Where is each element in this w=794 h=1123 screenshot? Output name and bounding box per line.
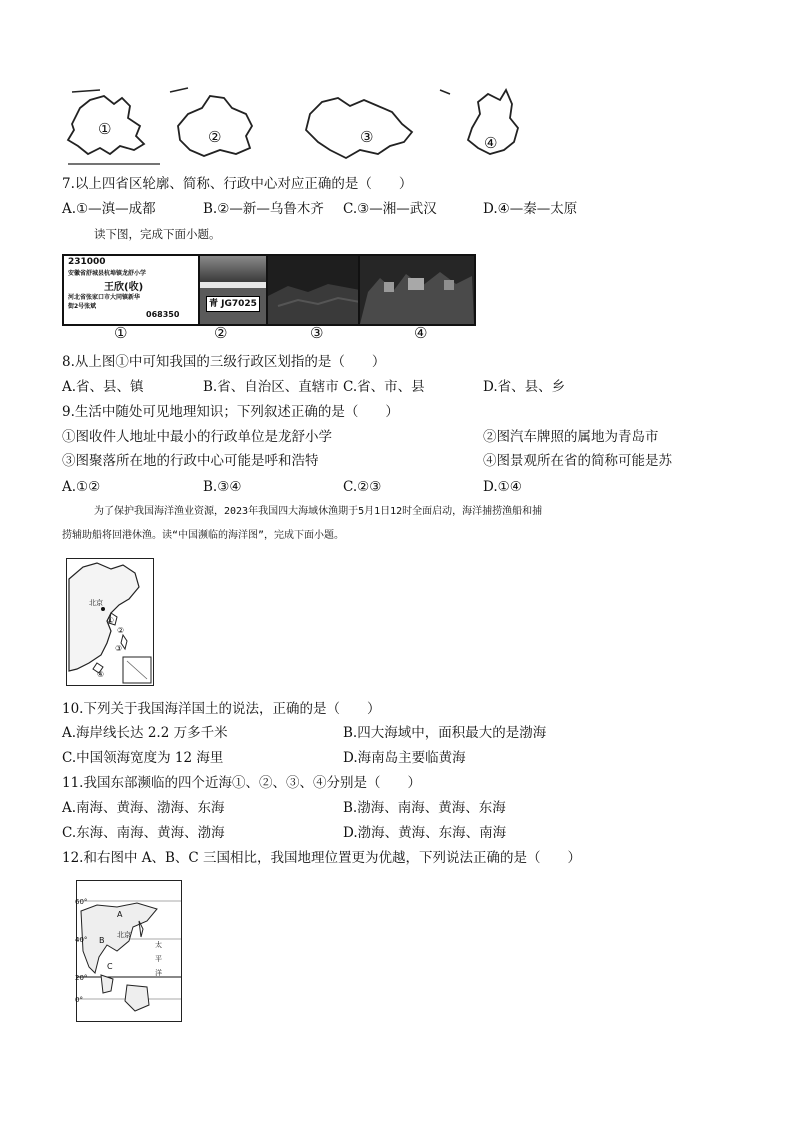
q8-option-b[interactable]: B.省、自治区、直辖市: [203, 379, 339, 395]
q11-option-b[interactable]: B.渤海、南海、黄海、东海: [343, 800, 506, 816]
q10-stem: 10.下列关于我国海洋国土的说法，正确的是（ ）: [62, 701, 381, 717]
world-map-country-b: B: [99, 936, 105, 945]
envelope-address3: 街2号张斌: [68, 303, 97, 310]
photo-strip: [62, 254, 474, 344]
world-map-label-beijing: 北京: [117, 931, 131, 939]
envelope-recipient: 王欣(收): [104, 282, 144, 293]
envelope-postcode-bottom: 068350: [146, 310, 180, 319]
province-outlines-svg: [60, 84, 530, 168]
q10-option-c[interactable]: C.中国领海宽度为 12 海里: [62, 750, 224, 766]
q7-option-c[interactable]: C.③—湘—武汉: [343, 201, 437, 217]
intro2-line1: 为了保护我国海洋渔业资源，2023年我国四大海域休渔期于5月1日12时全面启动，海洋捕捞渔船和捕: [94, 506, 543, 517]
q11-option-d[interactable]: D.渤海、黄海、东海、南海: [343, 825, 507, 841]
world-map-country-c: C: [107, 962, 113, 971]
world-map-ocean-2: 平: [155, 955, 162, 963]
world-map-ocean-3: 洋: [155, 969, 162, 977]
province-2-outline: [178, 96, 252, 156]
q11-option-a[interactable]: A.南海、黄海、渤海、东海: [62, 800, 225, 816]
q7-option-d[interactable]: D.④—秦—太原: [483, 201, 578, 217]
sea-map-label-4: ④: [97, 670, 105, 679]
province-label-4: ④: [484, 134, 498, 152]
sea-map-label-1: ①: [107, 616, 115, 625]
envelope-photo: [62, 254, 202, 326]
settlement-photo: [266, 254, 362, 326]
q8-option-c[interactable]: C.省、市、县: [343, 379, 425, 395]
q9-option-a[interactable]: A.①②: [62, 479, 101, 495]
intro2-line2: 捞辅助船将回港休渔。读“中国濒临的海洋图”，完成下面小题。: [62, 530, 345, 541]
q11-option-c[interactable]: C.东海、南海、黄海、渤海: [62, 825, 225, 841]
province-label-2: ②: [208, 128, 222, 146]
world-location-map: [76, 880, 182, 1022]
q9-option-b[interactable]: B.③④: [203, 479, 242, 495]
envelope-address1: 安徽省舒城县杭埠镇龙舒小学: [68, 270, 147, 277]
q9-statement-2: ②图汽车牌照的属地为青岛市: [483, 429, 659, 445]
q8-option-a[interactable]: A.省、县、镇: [62, 379, 144, 395]
world-map-lat-40: 40°: [75, 936, 88, 944]
q12-stem: 12.和右图中 A、B、C 三国相比，我国地理位置更为优越，下列说法正确的是（ ）: [62, 850, 582, 866]
q9-option-d[interactable]: D.①④: [483, 479, 522, 495]
q7-option-b[interactable]: B.②—新—乌鲁木齐: [203, 201, 324, 217]
sea-map-label-2: ②: [117, 626, 125, 635]
q9-statement-1: ①图收件人地址中最小的行政单位是龙舒小学: [62, 429, 332, 445]
world-map-country-a: A: [117, 910, 123, 919]
q10-option-d[interactable]: D.海南岛主要临黄海: [343, 750, 466, 766]
world-map-lat-20: 20°: [75, 974, 88, 982]
landscape-photo: [358, 254, 476, 326]
envelope-postcode-top: 231000: [68, 257, 106, 267]
q10-option-b[interactable]: B.四大海域中，面积最大的是渤海: [343, 725, 547, 741]
q9-option-c[interactable]: C.②③: [343, 479, 382, 495]
q8-option-d[interactable]: D.省、县、乡: [483, 379, 566, 395]
q7-stem: 7.以上四省区轮廓、简称、行政中心对应正确的是（ ）: [62, 176, 413, 192]
read-figure-instruction: 读下图，完成下面小题。: [94, 227, 221, 241]
china-sea-map: [66, 558, 154, 686]
world-map-ocean-1: 太: [155, 941, 162, 949]
envelope-address2: 河北省张家口市大同镇新华: [68, 294, 141, 301]
sea-map-label-beijing: 北京: [89, 599, 103, 607]
province-label-1: ①: [98, 120, 112, 138]
province-outline-maps: [60, 84, 530, 168]
license-plate: 青 JG7025: [206, 296, 260, 312]
photo-label-2: ②: [214, 324, 228, 342]
photo-label-4: ④: [414, 324, 428, 342]
sea-map-label-3: ③: [115, 644, 123, 653]
world-map-lat-60: 60°: [75, 898, 88, 906]
world-map-lat-0: 0°: [75, 996, 83, 1004]
q7-option-a[interactable]: A.①—滇—成都: [62, 201, 156, 217]
license-plate-photo: [198, 254, 270, 326]
q9-statement-3: ③图聚落所在地的行政中心可能是呼和浩特: [62, 453, 319, 469]
q8-stem: 8.从上图①中可知我国的三级行政区划指的是（ ）: [62, 354, 386, 370]
q11-stem: 11.我国东部濒临的四个近海①、②、③、④分别是（ ）: [62, 775, 421, 791]
photo-label-3: ③: [310, 324, 324, 342]
province-label-3: ③: [360, 128, 374, 146]
photo-label-1: ①: [114, 324, 128, 342]
province-3-outline: [306, 98, 412, 158]
q10-option-a[interactable]: A.海岸线长达 2.2 万多千米: [62, 725, 228, 741]
q9-stem: 9.生活中随处可见地理知识；下列叙述正确的是（ ）: [62, 404, 399, 420]
q9-statement-4: ④图景观所在省的简称可能是苏: [483, 453, 672, 469]
